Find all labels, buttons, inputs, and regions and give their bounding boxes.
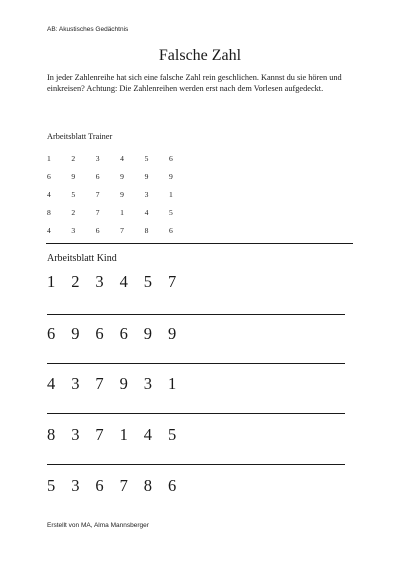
trainer-number: 9 — [168, 172, 173, 182]
kid-number: 7 — [95, 425, 104, 444]
trainer-row — [47, 203, 193, 221]
trainer-number: 1 — [120, 207, 124, 217]
kid-number: 8 — [143, 476, 152, 495]
trainer-number: 7 — [95, 207, 100, 217]
kid-number: 9 — [71, 324, 80, 343]
kid-number: 7 — [167, 272, 177, 291]
trainer-number: 6 — [95, 225, 100, 235]
kid-number: 6 — [95, 324, 104, 343]
kid-number-row — [47, 272, 192, 292]
trainer-heading: Arbeitsblatt Trainer — [47, 132, 113, 141]
trainer-row — [47, 186, 193, 204]
kid-number: 3 — [71, 425, 80, 444]
trainer-number: 6 — [168, 225, 173, 235]
trainer-number: 5 — [144, 154, 149, 164]
trainer-row — [47, 150, 193, 168]
kid-number: 5 — [143, 272, 152, 291]
trainer-number-grid — [47, 150, 193, 239]
kid-number: 9 — [143, 324, 152, 343]
trainer-number: 3 — [71, 225, 76, 235]
kid-number-row — [47, 425, 192, 445]
writing-line — [47, 413, 345, 414]
kid-number: 9 — [119, 374, 128, 393]
trainer-number: 4 — [47, 225, 51, 235]
kid-number: 6 — [167, 476, 177, 495]
kid-number: 8 — [47, 425, 56, 444]
kid-number: 1 — [167, 374, 177, 393]
trainer-number: 1 — [168, 189, 173, 199]
page-header: AB: Akustisches Gedächtnis — [47, 26, 129, 33]
trainer-number: 4 — [120, 154, 124, 164]
kid-number-row — [47, 374, 192, 394]
trainer-number: 2 — [71, 154, 76, 164]
kid-number: 7 — [119, 476, 128, 495]
kid-number: 4 — [119, 272, 128, 291]
page-footer: Erstellt von MA, Alma Mannsberger — [47, 522, 149, 529]
trainer-number: 6 — [47, 172, 51, 182]
trainer-number: 7 — [120, 225, 124, 235]
trainer-number: 9 — [120, 172, 124, 182]
writing-line — [47, 363, 345, 364]
trainer-number: 4 — [144, 207, 149, 217]
kid-number-row — [47, 476, 192, 496]
kid-number: 6 — [95, 476, 104, 495]
kid-number: 2 — [71, 272, 80, 291]
kid-number: 1 — [47, 272, 56, 291]
kid-number: 4 — [143, 425, 152, 444]
trainer-number: 6 — [95, 172, 100, 182]
trainer-number: 9 — [144, 172, 149, 182]
kid-number: 5 — [47, 476, 56, 495]
trainer-number: 5 — [168, 207, 173, 217]
kid-number: 3 — [71, 374, 80, 393]
kid-number: 6 — [47, 324, 56, 343]
kid-number: 3 — [95, 272, 104, 291]
kid-number: 5 — [167, 425, 177, 444]
trainer-number: 3 — [95, 154, 100, 164]
page-title: Falsche Zahl — [158, 47, 242, 64]
trainer-number: 7 — [95, 189, 100, 199]
intro-text: In jeder Zahlenreihe hat sich eine falsche Zahl rein geschlichen. Kannst du sie hören und einkreisen? Achtung: Die Zahlenreihen werden erst nach dem Vorlesen aufgedeckt. — [47, 73, 342, 94]
writing-line — [47, 464, 345, 465]
trainer-number: 3 — [144, 189, 149, 199]
trainer-number: 8 — [47, 207, 51, 217]
trainer-row — [47, 168, 193, 186]
trainer-number: 9 — [120, 189, 124, 199]
kid-number: 6 — [119, 324, 128, 343]
trainer-number: 4 — [47, 189, 51, 199]
kid-number: 4 — [47, 374, 56, 393]
section-divider — [46, 243, 353, 244]
kid-heading: Arbeitsblatt Kind — [47, 253, 117, 264]
kid-number: 7 — [95, 374, 104, 393]
trainer-number: 2 — [71, 207, 76, 217]
kid-number: 3 — [71, 476, 80, 495]
trainer-number: 8 — [144, 225, 149, 235]
trainer-row — [47, 221, 193, 239]
kid-number: 9 — [167, 324, 177, 343]
kid-number-row — [47, 324, 192, 344]
writing-line — [47, 314, 345, 315]
trainer-number: 1 — [47, 154, 51, 164]
trainer-number: 6 — [168, 154, 173, 164]
kid-number: 1 — [119, 425, 128, 444]
trainer-number: 5 — [71, 189, 76, 199]
kid-number: 3 — [143, 374, 152, 393]
trainer-number: 9 — [71, 172, 76, 182]
